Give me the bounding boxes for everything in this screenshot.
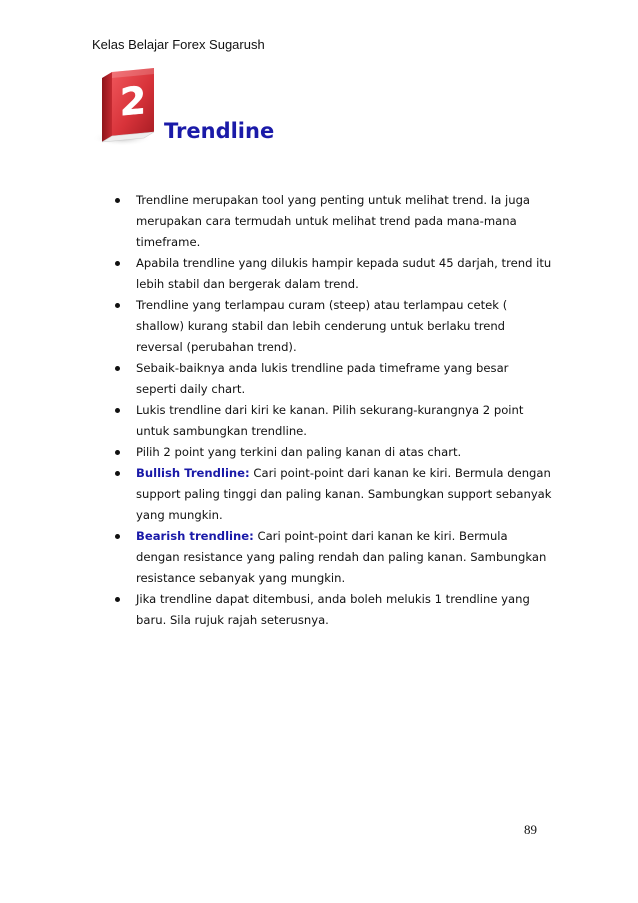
list-item-text: Cari point-point dari kanan ke kiri. Bermula dengan resistance yang paling rendah dan paling kanan. Sambungkan resistance sebanyak yang mungkin. bbox=[136, 529, 547, 585]
list-item bbox=[112, 526, 552, 589]
list-item-text: Pilih 2 point yang terkini dan paling kanan di atas chart. bbox=[136, 445, 462, 459]
book-number-icon bbox=[92, 66, 168, 154]
bullet-icon bbox=[115, 303, 120, 308]
list-item-text: Trendline merupakan tool yang penting untuk melihat trend. Ia juga merupakan cara termudah untuk melihat trend pada mana-mana timeframe. bbox=[136, 193, 531, 249]
list-item-text: Trendline yang terlampau curam (steep) atau terlampau cetek ( shallow) kurang stabil dan lebih cenderung untuk berlaku trend reversal (perubahan trend). bbox=[136, 298, 508, 354]
list-item-text: Lukis trendline dari kiri ke kanan. Pilih sekurang-kurangnya 2 point untuk sambungkan trendline. bbox=[136, 403, 524, 438]
page-header: Kelas Belajar Forex Sugarush bbox=[92, 37, 265, 52]
chapter-number: 2 bbox=[119, 78, 147, 125]
bullet-icon bbox=[115, 597, 120, 602]
bullet-list bbox=[112, 190, 552, 631]
list-item-text: Cari point-point dari kanan ke kiri. Bermula dengan support paling tinggi dan paling kanan. Sambungkan support sebanyak yang mungkin. bbox=[136, 466, 552, 522]
red-book-icon bbox=[92, 66, 168, 154]
bearish-trendline-label: Bearish trendline: bbox=[136, 529, 254, 543]
page-title: Trendline bbox=[164, 119, 275, 143]
bullish-trendline-label: Bullish Trendline: bbox=[136, 466, 250, 480]
list-item bbox=[112, 400, 552, 442]
bullet-icon bbox=[115, 450, 120, 455]
bullet-icon bbox=[115, 261, 120, 266]
list-item bbox=[112, 463, 552, 526]
bullet-icon bbox=[115, 198, 120, 203]
list-item bbox=[112, 253, 552, 295]
list-item-text: Apabila trendline yang dilukis hampir kepada sudut 45 darjah, trend itu lebih stabil dan bergerak dalam trend. bbox=[136, 256, 552, 291]
list-item bbox=[112, 190, 552, 253]
page-number: 89 bbox=[524, 822, 537, 837]
list-item bbox=[112, 442, 552, 463]
list-item bbox=[112, 295, 552, 358]
bullet-icon bbox=[115, 408, 120, 413]
list-item-text: Jika trendline dapat ditembusi, anda boleh melukis 1 trendline yang baru. Sila rujuk rajah seterusnya. bbox=[136, 592, 530, 627]
list-item-text: Sebaik-baiknya anda lukis trendline pada timeframe yang besar seperti daily chart. bbox=[136, 361, 509, 396]
bullet-icon bbox=[115, 534, 120, 539]
list-item bbox=[112, 358, 552, 400]
bullet-icon bbox=[115, 471, 120, 476]
bullet-icon bbox=[115, 366, 120, 371]
list-item bbox=[112, 589, 552, 631]
